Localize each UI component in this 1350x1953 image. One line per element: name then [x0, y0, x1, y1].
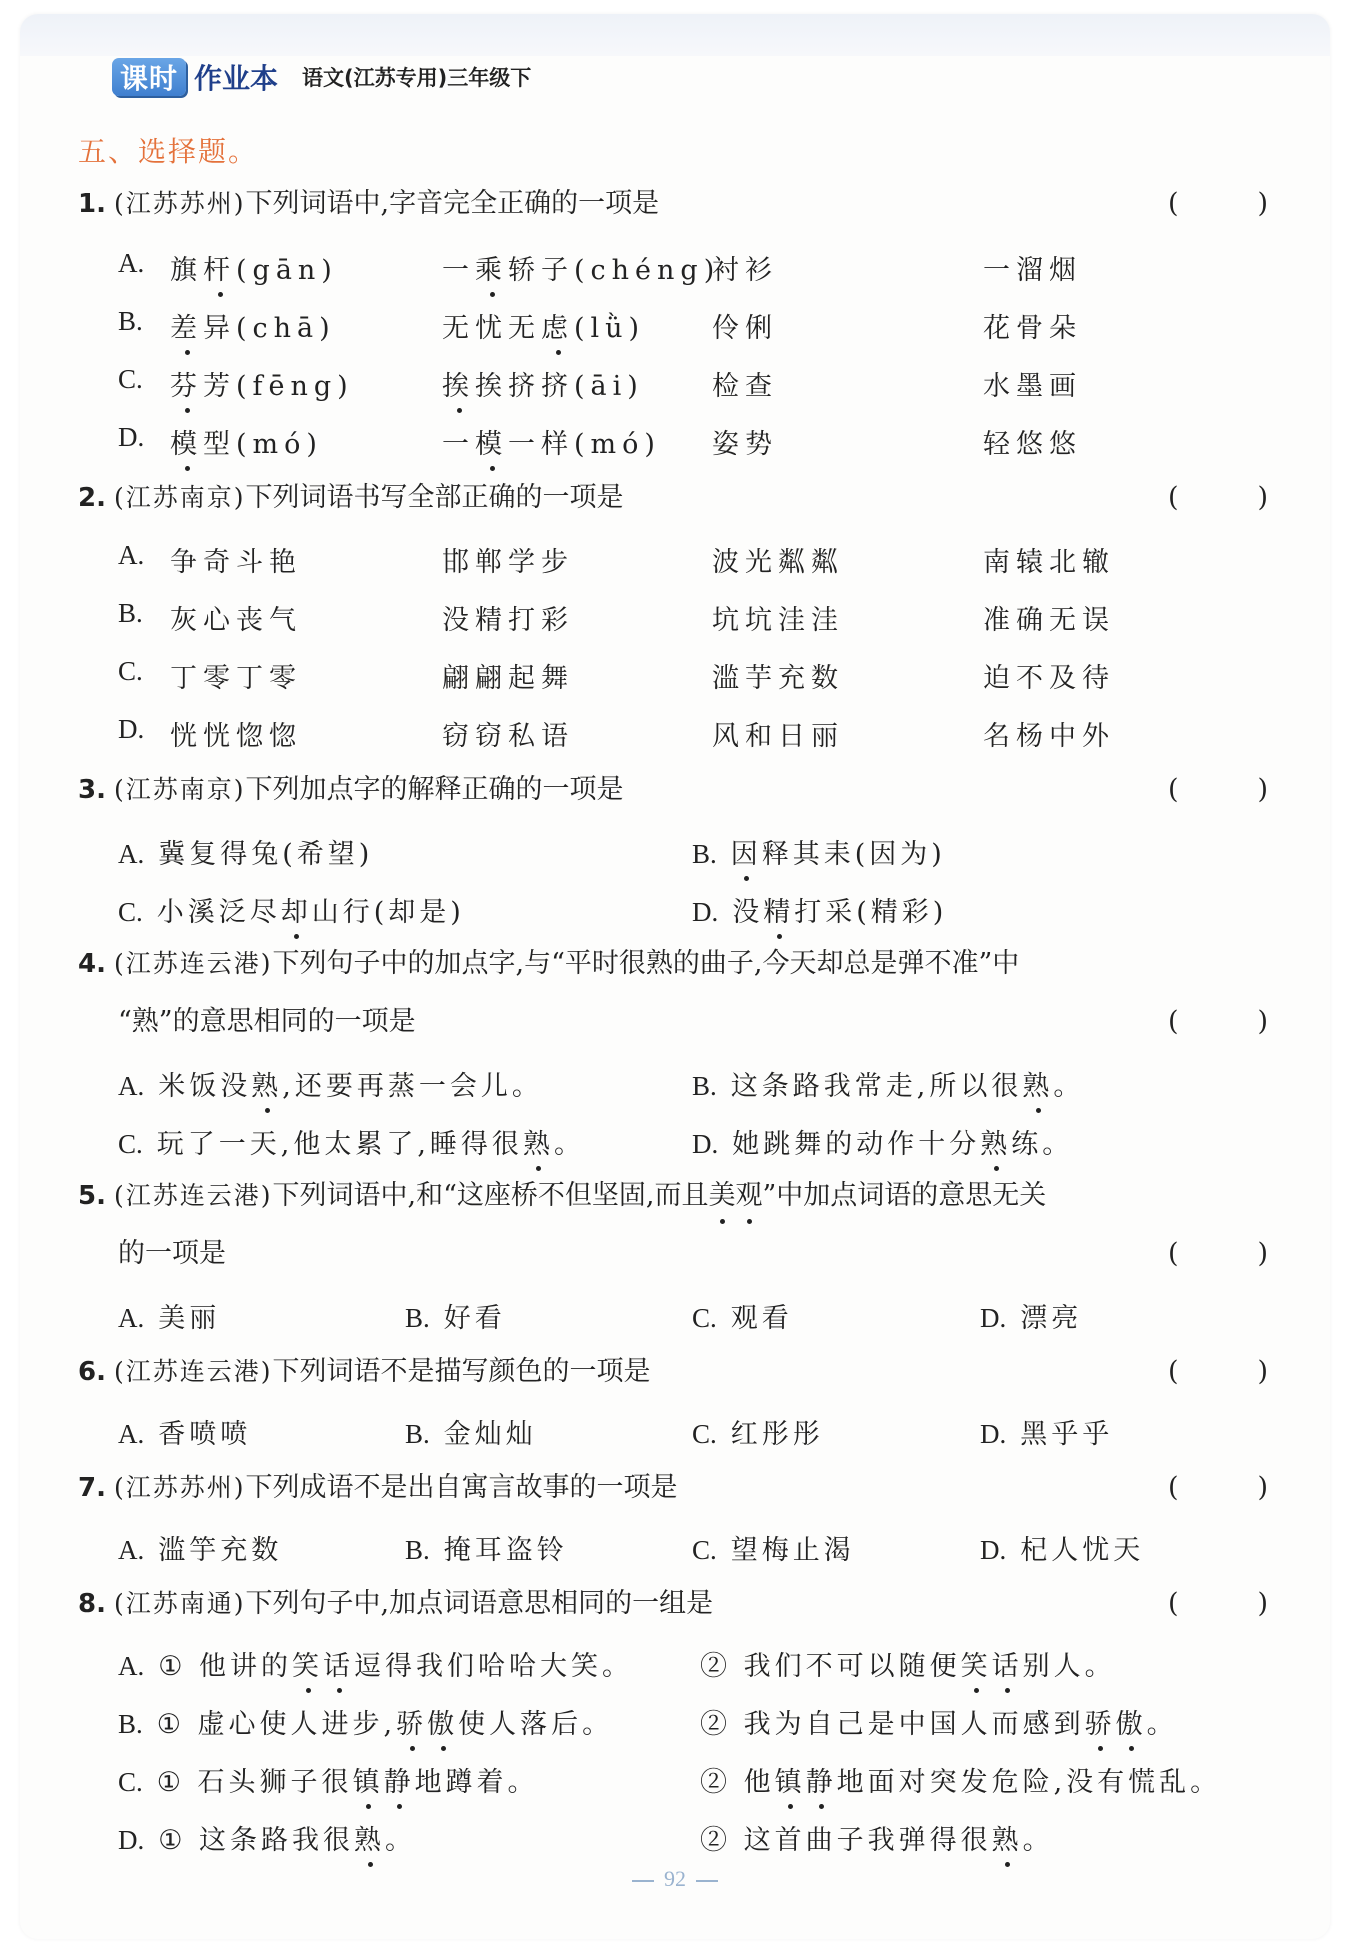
- q1-c-cell-1: 芬芳(fēng): [170, 364, 354, 403]
- q4-option-d: D. 她跳舞的动作十分熟练。: [692, 1122, 1073, 1161]
- q5-option-a: A. 美丽: [118, 1303, 221, 1334]
- q1-a-cell-3: 衬衫: [712, 255, 778, 286]
- page-top-band: [20, 14, 1330, 56]
- question-4-stem-line2: “熟”的意思相同的一项是: [118, 1006, 416, 1037]
- q2-a-cell-2: 邯郸学步: [442, 547, 574, 578]
- header: [112, 52, 531, 102]
- question-4-stem: 4. (江苏连云港)下列句子中的加点字,与“平时很熟的曲子,今天却总是弹不准”中: [78, 948, 1020, 979]
- q1-option-d-label: D.: [118, 422, 145, 452]
- q2-b-cell-3: 坑坑洼洼: [712, 605, 844, 636]
- answer-blank-7[interactable]: ( ): [1168, 1472, 1268, 1503]
- q3-option-c: C. 小溪泛尽却山行(却是): [118, 890, 465, 929]
- q1-d-cell-1: 模型(mó): [170, 422, 323, 461]
- answer-blank-2[interactable]: ( ): [1168, 482, 1268, 513]
- q1-c-cell-2: 挨挨挤挤(āi): [442, 364, 644, 403]
- q2-option-c-label: C.: [118, 656, 143, 686]
- q2-d-cell-3: 风和日丽: [712, 721, 844, 752]
- q4-option-c: C. 玩了一天,他太累了,睡得很熟。: [118, 1122, 585, 1161]
- q2-d-cell-2: 窃窃私语: [442, 721, 574, 752]
- q6-option-a: A. 香喷喷: [118, 1419, 252, 1450]
- q4-option-a: A. 米饭没熟,还要再蒸一会儿。: [118, 1064, 543, 1103]
- q1-b-cell-2: 无忧无虑(lǜ): [442, 306, 645, 345]
- answer-blank-5[interactable]: ( ): [1168, 1238, 1268, 1269]
- q1-c-cell-3: 检查: [712, 371, 778, 402]
- q8-option-d-1: D. ① 这条路我很熟。: [118, 1818, 416, 1857]
- q2-b-cell-2: 没精打彩: [442, 605, 574, 636]
- q2-a-cell-4: 南辕北辙: [983, 547, 1115, 578]
- q2-a-cell-1: 争奇斗艳: [170, 547, 302, 578]
- q8-option-b-2: ② 我为自己是中国人而感到骄傲。: [700, 1702, 1178, 1741]
- q2-b-cell-4: 准确无误: [983, 605, 1115, 636]
- q8-option-c-2: ② 他镇静地面对突发危险,没有慌乱。: [700, 1760, 1221, 1799]
- q4-option-b: B. 这条路我常走,所以很熟。: [692, 1064, 1084, 1103]
- q8-option-b-1: B. ① 虚心使人进步,骄傲使人落后。: [118, 1702, 613, 1741]
- q1-a-cell-4: 一溜烟: [983, 255, 1082, 286]
- answer-blank-3[interactable]: ( ): [1168, 774, 1268, 805]
- q3-option-d: D. 没精打采(精彩): [692, 890, 947, 929]
- q7-option-d: D. 杞人忧天: [980, 1535, 1145, 1566]
- q2-b-cell-1: 灰心丧气: [170, 605, 302, 636]
- q7-option-b: B. 掩耳盗铃: [405, 1535, 568, 1566]
- q1-b-cell-3: 伶俐: [712, 313, 778, 344]
- q3-option-a: A. 冀复得兔(希望): [118, 839, 374, 870]
- q8-option-d-2: ② 这首曲子我弹得很熟。: [700, 1818, 1054, 1857]
- q1-c-cell-4: 水墨画: [983, 371, 1082, 402]
- q8-option-c-1: C. ① 石头狮子很镇静地蹲着。: [118, 1760, 539, 1799]
- q6-option-d: D. 黑乎乎: [980, 1419, 1114, 1450]
- answer-blank-4[interactable]: ( ): [1168, 1006, 1268, 1037]
- answer-blank-1[interactable]: ( ): [1168, 188, 1268, 219]
- answer-blank-8[interactable]: ( ): [1168, 1588, 1268, 1619]
- q7-option-a: A. 滥竽充数: [118, 1535, 283, 1566]
- q2-c-cell-2: 翩翩起舞: [442, 663, 574, 694]
- q2-option-b-label: B.: [118, 598, 143, 628]
- q5-option-b: B. 好看: [405, 1303, 506, 1334]
- q1-d-cell-2: 一模一样(mó): [442, 422, 661, 461]
- question-6-stem: 6. (江苏连云港)下列词语不是描写颜色的一项是: [78, 1356, 651, 1387]
- q1-a-cell-1: 旗杆(gān): [170, 248, 338, 287]
- answer-blank-6[interactable]: ( ): [1168, 1356, 1268, 1387]
- q2-d-cell-4: 名杨中外: [983, 721, 1115, 752]
- q2-option-a-label: A.: [118, 540, 145, 570]
- question-8-stem: 8. (江苏南通)下列句子中,加点词语意思相同的一组是: [78, 1588, 714, 1619]
- q6-option-b: B. 金灿灿: [405, 1419, 537, 1450]
- q7-option-c: C. 望梅止渴: [692, 1535, 855, 1566]
- q1-option-c-label: C.: [118, 364, 143, 394]
- page-number: 92: [0, 1866, 1350, 1892]
- book-brand: 作业本: [194, 62, 279, 95]
- question-5-stem: 5. (江苏连云港)下列词语中,和“这座桥不但坚固,而且美观”中加点词语的意思无关: [78, 1178, 1046, 1214]
- q2-d-cell-1: 恍恍惚惚: [170, 721, 302, 752]
- q2-a-cell-3: 波光粼粼: [712, 547, 844, 578]
- question-2-stem: 2. (江苏南京)下列词语书写全部正确的一项是: [78, 482, 624, 513]
- q1-option-b-label: B.: [118, 306, 143, 336]
- q1-b-cell-4: 花骨朵: [983, 313, 1082, 344]
- question-5-stem-line2: 的一项是: [118, 1238, 226, 1269]
- q1-b-cell-1: 差异(chā): [170, 306, 336, 345]
- q2-c-cell-4: 迫不及待: [983, 663, 1115, 694]
- q1-option-a-label: A.: [118, 248, 145, 278]
- q2-option-d-label: D.: [118, 714, 145, 744]
- q5-option-d: D. 漂亮: [980, 1303, 1083, 1334]
- question-3-stem: 3. (江苏南京)下列加点字的解释正确的一项是: [78, 774, 624, 805]
- book-logo: 课时: [112, 58, 186, 96]
- question-7-stem: 7. (江苏苏州)下列成语不是出自寓言故事的一项是: [78, 1472, 678, 1503]
- q3-option-b: B. 因释其耒(因为): [692, 832, 946, 871]
- q1-d-cell-4: 轻悠悠: [983, 429, 1082, 460]
- q8-option-a-1: A. ① 他讲的笑话逗得我们哈哈大笑。: [118, 1644, 633, 1683]
- q6-option-c: C. 红彤彤: [692, 1419, 824, 1450]
- q2-c-cell-3: 滥芋充数: [712, 663, 844, 694]
- question-1-stem: 1. (江苏苏州)下列词语中,字音完全正确的一项是: [78, 188, 660, 219]
- q1-a-cell-2: 一乘轿子(chéng): [442, 248, 720, 287]
- q5-option-c: C. 观看: [692, 1303, 793, 1334]
- q1-d-cell-3: 姿势: [712, 429, 778, 460]
- q8-option-a-2: ② 我们不可以随便笑话别人。: [700, 1644, 1116, 1683]
- subject-title: 语文(江苏专用)三年级下: [302, 66, 532, 90]
- section-title: 五、选择题。: [78, 135, 259, 168]
- q2-c-cell-1: 丁零丁零: [170, 663, 302, 694]
